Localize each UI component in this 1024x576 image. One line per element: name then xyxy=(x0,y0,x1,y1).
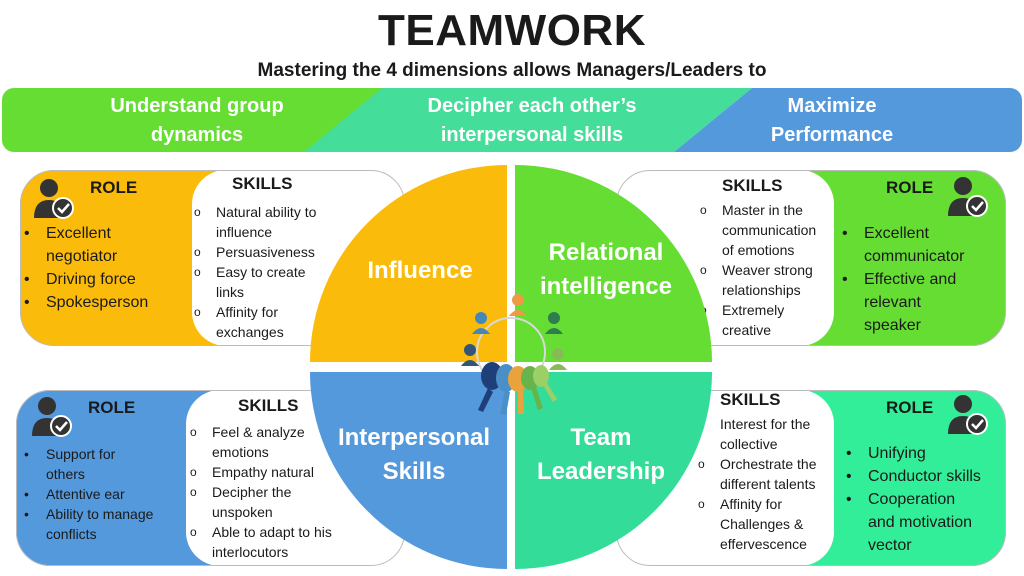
role-item: • Spokesperson xyxy=(20,291,195,314)
skill-item-continued: collective xyxy=(720,436,778,452)
quadrant-label-interpersonal xyxy=(326,421,502,489)
page-title: TEAMWORK xyxy=(378,6,646,55)
role-item: • Ability to manage xyxy=(20,504,195,524)
skill-item: o Weaver strong xyxy=(698,260,838,280)
banner-goal-1-line2: dynamics xyxy=(150,124,244,146)
quadrant-label-leadership xyxy=(525,421,677,489)
role-item: • Excellent xyxy=(20,222,195,245)
skill-item: o Orchestrate the xyxy=(696,454,836,474)
skills-title: SKILLS xyxy=(238,396,299,415)
skill-item: o Affinity for xyxy=(192,302,352,322)
quadrant-label-relational-line2: intelligence xyxy=(539,273,673,300)
skill-item: o Extremely xyxy=(698,300,838,320)
skill-item-continued: relationships xyxy=(722,282,801,298)
banner-goal-3-line1: Maximize xyxy=(787,95,877,117)
skill-item: o Affinity for xyxy=(696,494,836,514)
role-title: ROLE xyxy=(886,178,934,197)
skill-item-continued: unspoken xyxy=(212,504,273,520)
quadrant-label-relational-line1: Relational xyxy=(548,239,664,266)
skill-item-continued: emotions xyxy=(212,444,269,460)
role-title: ROLE xyxy=(88,398,136,417)
page-subtitle: Mastering the 4 dimensions allows Managers/Leaders to xyxy=(257,60,767,81)
skills-title: SKILLS xyxy=(232,174,293,193)
quadrant-label-interpersonal-line2: Skills xyxy=(382,458,446,485)
skill-item: o Easy to create xyxy=(192,262,352,282)
skill-item: o Master in the xyxy=(698,200,838,220)
quadrant-label-leadership-line1: Team xyxy=(570,424,632,451)
role-item: • Cooperation xyxy=(842,488,1006,511)
skill-item-continued: interlocutors xyxy=(212,544,289,560)
skill-item-continued: effervescence xyxy=(720,536,807,552)
quadrant-label-interpersonal-line1: Interpersonal xyxy=(337,424,491,451)
quadrant-label-leadership-line2: Leadership xyxy=(536,458,666,485)
banner-goal-2-line2: interpersonal skills xyxy=(440,124,624,146)
role-item-text: negotiator xyxy=(46,248,118,265)
skill-item-continued: exchanges xyxy=(216,324,284,340)
banner-goal-3-line2: Performance xyxy=(770,124,894,146)
role-item-text: relevant xyxy=(864,294,921,311)
skill-item: o Decipher the xyxy=(188,482,368,502)
skill-item: o Empathy natural xyxy=(188,462,368,482)
role-title: ROLE xyxy=(886,398,934,417)
quadrant-label-relational xyxy=(526,236,686,304)
role-item: • Attentive ear xyxy=(20,484,195,504)
role-item-text: communicator xyxy=(864,248,965,265)
role-item-text: and motivation xyxy=(868,514,973,531)
skills-title: SKILLS xyxy=(720,390,781,409)
banner-goal-2-line1: Decipher each other’s xyxy=(427,95,637,117)
skill-item: o Natural ability to xyxy=(192,202,352,222)
skill-item-continued: communication xyxy=(722,222,817,238)
role-item: • Driving force xyxy=(20,268,195,291)
skill-item-continued: different talents xyxy=(720,476,816,492)
skill-item-continued: of emotions xyxy=(722,242,795,258)
skill-item: o Persuasiveness xyxy=(192,242,352,262)
role-item-text: speaker xyxy=(864,317,921,334)
role-item: • Unifying xyxy=(842,442,1006,465)
banner-goal-1-line1: Understand group xyxy=(110,95,284,117)
skill-item-continued: Challenges & xyxy=(720,516,804,532)
skill-item: o Interest for the xyxy=(696,414,836,434)
role-item-text: others xyxy=(46,466,85,482)
role-item: • Excellent xyxy=(838,222,1006,245)
skills-title: SKILLS xyxy=(722,176,783,195)
role-title: ROLE xyxy=(90,178,138,197)
skill-item: o Able to adapt to his xyxy=(188,522,368,542)
quadrant-label-influence xyxy=(350,254,490,288)
skill-item-continued: creative xyxy=(722,322,772,338)
skill-item-continued: links xyxy=(216,284,245,300)
role-item-text: conflicts xyxy=(46,526,97,542)
role-item-text: vector xyxy=(868,537,912,554)
quadrant-label-influence-text: Influence xyxy=(367,257,473,284)
role-item: • Support for xyxy=(20,444,195,464)
role-item: • Effective and xyxy=(838,268,1006,291)
skill-item-continued: influence xyxy=(216,224,273,240)
role-item: • Conductor skills xyxy=(842,465,1006,488)
skill-item: o Feel & analyze xyxy=(188,422,368,442)
